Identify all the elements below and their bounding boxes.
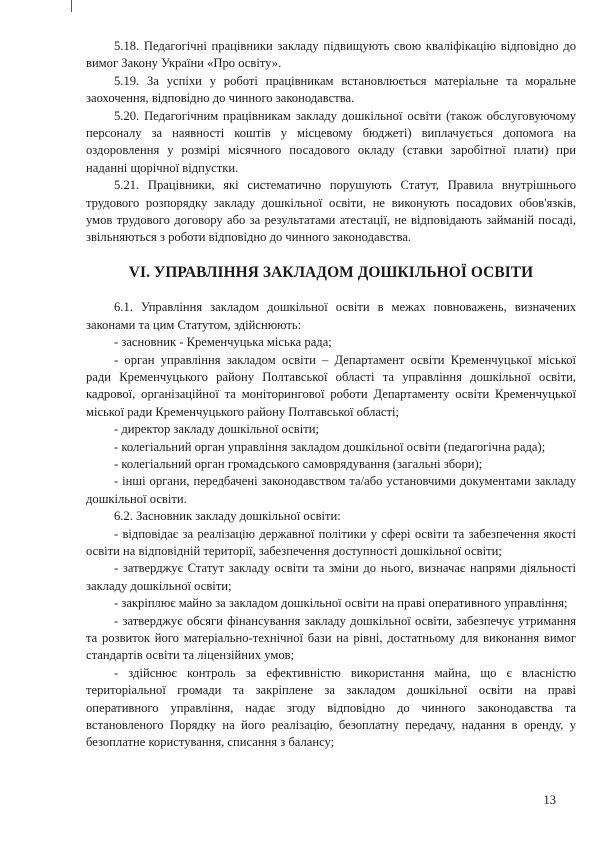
paragraph-6-2: 6.2. Засновник закладу дошкільної освіти: — [114, 509, 341, 524]
paragraph-5-18: 5.18. Педагогічні працівники закладу підвищують свою кваліфікацію відповідно до вимог Закону України «Про освіту». — [86, 39, 576, 71]
list-item-pedagogical-council: - колегіальний орган управління закладом дошкільної освіти (педагогічна рада); — [114, 439, 546, 454]
paragraph-5-19: 5.19. За успіхи у роботі працівникам встановлюється матеріальне та моральне заохочення, відповідно до чинного законодавства. — [86, 73, 576, 106]
list-item-state-policy: - відповідає за реалізацію державної політики у сфері освіти та забезпечення якості освіти на відповідній території, забезпечення доступності дошкільної освіти; — [86, 526, 576, 558]
list-item-governing-body: - орган управління закладом освіти – Департамент освіти Кременчуцької міської ради Кременчуцького району Полтавської області та управління дошкільної освіти, кадрової, організаційної та моніторингової роботи Департаменту освіти Кременчуцької міської ради Кременчуцького району Полтавської області; — [86, 352, 576, 419]
scan-mark — [71, 0, 72, 12]
section-heading: VI. УПРАВЛІННЯ ЗАКЛАДОМ ДОШКІЛЬНОЇ ОСВІТИ — [128, 263, 534, 281]
list-item-controls-property: - здійснює контроль за ефективністю використання майна, що є власністю територіальної громади та закріплене за закладом дошкільної освіти на праві оперативного управління, надає згоду відповідно до чинного законодавства та встановленого Порядку на його реалізацію, безоплатну передачу, надання в оренду, у безоплатне користування, списання з балансу; — [86, 665, 576, 750]
list-item-general-meeting: - колегіальний орган громадського самоврядування (загальні збори); — [114, 456, 483, 471]
paragraph-5-21: 5.21. Працівники, які систематично порушують Статут, Правила внутрішнього трудового розпорядку закладу дошкільної освіти, не виконують посадових обов'язків, умов трудового договору або за результатами атестації, не відповідають займаній посаді, звільняються з роботи відповідно до чинного законодавства. — [86, 178, 576, 245]
list-item-assigns-property: - закріплює майно за закладом дошкільної освіти на праві оперативного управління; — [114, 596, 568, 611]
paragraph-6-1: 6.1. Управління закладом дошкільної освіти в межах повноважень, визначених законами та цим Статутом, здійснюють: — [86, 300, 576, 332]
list-item-approves-funding: - затверджує обсяги фінансування закладу дошкільної освіти, забезпечує утримання та розвиток його матеріально-технічної бази на рівні, достатньому для виконання вимог стандартів освіти та ліцензійних умов; — [86, 613, 576, 663]
list-item-founder: - засновник - Кременчуцька міська рада; — [114, 335, 332, 350]
page-body — [86, 38, 576, 752]
paragraph-5-20: 5.20. Педагогічним працівникам закладу дошкільної освіти (також обслуговуючому персоналу за наявності коштів у місцевому бюджеті) виплачується допомога на оздоровлення у розмірі місячного посадового окладу (ставки заробітної плати) при наданні щорічної відпустки. — [86, 108, 576, 175]
list-item-approves-statute: - затверджує Статут закладу освіти та зміни до нього, визначає напрями діяльності закладу дошкільної освіти; — [86, 561, 576, 593]
list-item-director: - директор закладу дошкільної освіти; — [114, 422, 319, 437]
page-number: 13 — [543, 793, 556, 807]
list-item-other-bodies: - інші органи, передбачені законодавством та/або установчими документами закладу дошкільної освіти. — [86, 474, 576, 506]
